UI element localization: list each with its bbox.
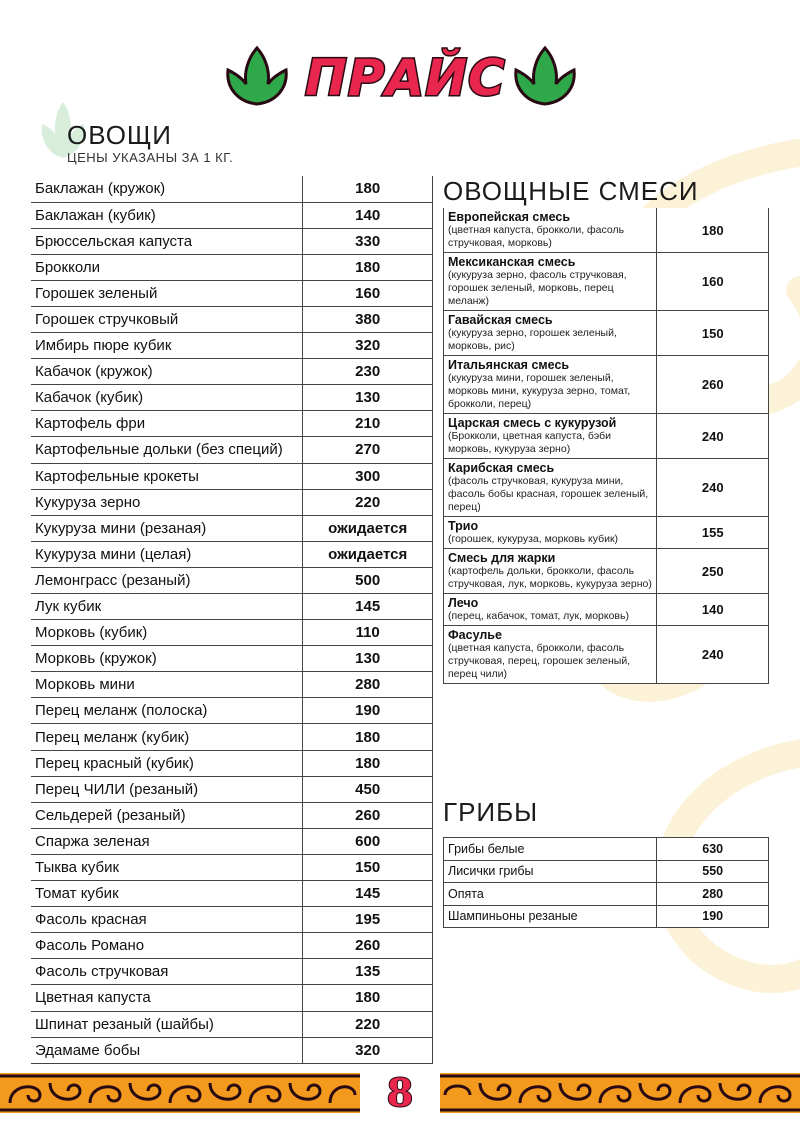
item-price: 180 — [303, 985, 433, 1011]
item-price: 260 — [303, 802, 433, 828]
mix-description: (Брокколи, цветная капуста, бэби морковь, кукуруза зерно) — [448, 430, 612, 455]
item-price: 230 — [303, 359, 433, 385]
table-row — [444, 356, 769, 414]
item-price: 600 — [303, 828, 433, 854]
table-row — [31, 1037, 433, 1063]
table-row — [31, 672, 433, 698]
mix-cell — [444, 549, 657, 594]
mixes-price-table — [443, 208, 769, 684]
item-price: 160 — [303, 280, 433, 306]
item-name: Кабачок (кружок) — [31, 359, 303, 385]
item-price: 300 — [303, 463, 433, 489]
mix-name: Итальянская смесь — [448, 358, 570, 372]
mix-name: Царская смесь с кукурузой — [448, 416, 617, 430]
mix-price: 180 — [657, 208, 769, 253]
item-name: Брюссельская капуста — [31, 228, 303, 254]
table-row — [31, 959, 433, 985]
table-row — [31, 202, 433, 228]
mix-cell — [444, 311, 657, 356]
mix-price: 155 — [657, 517, 769, 549]
table-row — [31, 698, 433, 724]
mix-price: 240 — [657, 414, 769, 459]
table-row — [31, 1011, 433, 1037]
mix-cell — [444, 253, 657, 311]
item-price: 320 — [303, 333, 433, 359]
item-name: Картофельные крокеты — [31, 463, 303, 489]
item-price: 500 — [303, 567, 433, 593]
item-name: Перец ЧИЛИ (резаный) — [31, 776, 303, 802]
item-price: 630 — [657, 838, 769, 861]
page-title: ПРАЙС — [305, 49, 506, 107]
table-row — [31, 907, 433, 933]
item-name: Цветная капуста — [31, 985, 303, 1011]
table-row — [31, 359, 433, 385]
item-name: Шампиньоны резаные — [444, 905, 657, 928]
item-price: 220 — [303, 489, 433, 515]
mixes-title: ОВОЩНЫЕ СМЕСИ — [443, 176, 699, 206]
item-name: Перец меланж (полоска) — [31, 698, 303, 724]
mix-name: Мексиканская смесь — [448, 255, 576, 269]
item-price: 130 — [303, 385, 433, 411]
mix-price: 150 — [657, 311, 769, 356]
item-name: Горошек зеленый — [31, 280, 303, 306]
table-row — [31, 776, 433, 802]
item-name: Лук кубик — [31, 594, 303, 620]
table-row — [444, 838, 769, 861]
item-price: 180 — [303, 750, 433, 776]
table-row — [31, 437, 433, 463]
item-name: Кабачок (кубик) — [31, 385, 303, 411]
mix-price: 160 — [657, 253, 769, 311]
item-price: 135 — [303, 959, 433, 985]
item-price: 220 — [303, 1011, 433, 1037]
item-price: 140 — [303, 202, 433, 228]
mix-cell — [444, 517, 657, 549]
mix-description: (цветная капуста, брокколи, фасоль стручковая, перец, горошек зеленый, перец чили) — [448, 642, 631, 680]
item-price: ожидается — [303, 541, 433, 567]
table-row — [31, 515, 433, 541]
item-name: Фасоль стручковая — [31, 959, 303, 985]
mix-cell — [444, 414, 657, 459]
right-footer-ornament-icon — [440, 1073, 800, 1113]
table-row — [444, 549, 769, 594]
table-row — [444, 414, 769, 459]
item-price: 190 — [303, 698, 433, 724]
item-name: Картофель фри — [31, 411, 303, 437]
item-name: Эдамаме бобы — [31, 1037, 303, 1063]
table-row — [31, 933, 433, 959]
table-row — [31, 724, 433, 750]
table-row — [31, 881, 433, 907]
item-price: 320 — [303, 1037, 433, 1063]
mix-description: (фасоль стручковая, кукуруза мини, фасоль бобы красная, горошек зеленый, перец) — [448, 475, 649, 513]
table-row — [31, 828, 433, 854]
table-row — [31, 489, 433, 515]
table-row — [444, 883, 769, 906]
item-name: Лисички грибы — [444, 860, 657, 883]
header — [0, 32, 800, 112]
item-name: Морковь (кубик) — [31, 620, 303, 646]
item-name: Перец меланж (кубик) — [31, 724, 303, 750]
table-row — [31, 176, 433, 202]
item-price: 280 — [303, 672, 433, 698]
item-price: 270 — [303, 437, 433, 463]
item-price: 330 — [303, 228, 433, 254]
item-name: Кукуруза мини (целая) — [31, 541, 303, 567]
item-price: 110 — [303, 620, 433, 646]
item-name: Лемонграсс (резаный) — [31, 567, 303, 593]
item-name: Морковь мини — [31, 672, 303, 698]
mix-price: 240 — [657, 459, 769, 517]
mix-price: 140 — [657, 594, 769, 626]
table-row — [31, 750, 433, 776]
table-row — [31, 228, 433, 254]
table-row — [31, 385, 433, 411]
table-row — [444, 594, 769, 626]
mushrooms-price-table — [443, 837, 769, 928]
table-row — [31, 985, 433, 1011]
mushrooms-title: ГРИБЫ — [443, 797, 539, 827]
table-row — [31, 620, 433, 646]
item-price: 180 — [303, 176, 433, 202]
mix-cell — [444, 356, 657, 414]
item-price: 150 — [303, 854, 433, 880]
page-title-wrap — [305, 48, 506, 108]
left-leaf-ornament-icon — [224, 44, 290, 108]
footer — [0, 1070, 800, 1115]
table-row — [31, 567, 433, 593]
item-price: 260 — [303, 933, 433, 959]
mix-cell — [444, 459, 657, 517]
item-name: Грибы белые — [444, 838, 657, 861]
table-row — [31, 541, 433, 567]
item-name: Шпинат резаный (шайбы) — [31, 1011, 303, 1037]
item-name: Фасоль Романо — [31, 933, 303, 959]
table-row — [31, 802, 433, 828]
item-price: 145 — [303, 881, 433, 907]
table-row — [31, 280, 433, 306]
mix-price: 250 — [657, 549, 769, 594]
item-name: Кукуруза мини (резаная) — [31, 515, 303, 541]
item-price: 180 — [303, 254, 433, 280]
item-price: 280 — [657, 883, 769, 906]
table-row — [444, 905, 769, 928]
item-name: Морковь (кружок) — [31, 646, 303, 672]
mix-name: Трио — [448, 519, 479, 533]
item-name: Сельдерей (резаный) — [31, 802, 303, 828]
item-name: Опята — [444, 883, 657, 906]
table-row — [31, 854, 433, 880]
table-row — [444, 459, 769, 517]
vegetables-title: ОВОЩИ — [67, 120, 172, 150]
mix-name: Лечо — [448, 596, 479, 610]
mix-cell — [444, 626, 657, 684]
mix-name: Фасулье — [448, 628, 502, 642]
mix-name: Карибская смесь — [448, 461, 555, 475]
mix-name: Гавайская смесь — [448, 313, 553, 327]
item-name: Фасоль красная — [31, 907, 303, 933]
item-price: 380 — [303, 306, 433, 332]
item-price: 190 — [657, 905, 769, 928]
item-name: Тыква кубик — [31, 854, 303, 880]
mix-name: Смесь для жарки — [448, 551, 556, 565]
table-row — [444, 253, 769, 311]
table-row — [31, 306, 433, 332]
table-row — [444, 860, 769, 883]
item-name: Картофельные дольки (без специй) — [31, 437, 303, 463]
table-row — [444, 626, 769, 684]
item-name: Перец красный (кубик) — [31, 750, 303, 776]
item-name: Кукуруза зерно — [31, 489, 303, 515]
mix-description: (перец, кабачок, томат, лук, морковь) — [448, 610, 629, 622]
left-footer-ornament-icon — [0, 1073, 360, 1113]
mix-cell — [444, 208, 657, 253]
item-price: ожидается — [303, 515, 433, 541]
table-row — [31, 646, 433, 672]
right-leaf-ornament-icon — [512, 44, 578, 108]
mix-description: (кукуруза мини, горошек зеленый, морковь мини, кукуруза зерно, томат, брокколи, перец) — [448, 372, 631, 410]
item-price: 130 — [303, 646, 433, 672]
table-row — [31, 254, 433, 280]
vegetables-subtitle: ЦЕНЫ УКАЗАНЫ ЗА 1 КГ. — [67, 150, 234, 165]
item-price: 450 — [303, 776, 433, 802]
item-name: Баклажан (кружок) — [31, 176, 303, 202]
item-price: 210 — [303, 411, 433, 437]
mix-price: 260 — [657, 356, 769, 414]
item-name: Брокколи — [31, 254, 303, 280]
table-row — [444, 311, 769, 356]
mix-description: (горошек, кукуруза, морковь кубик) — [448, 533, 619, 545]
mix-name: Европейская смесь — [448, 210, 571, 224]
item-name: Имбирь пюре кубик — [31, 333, 303, 359]
item-name: Баклажан (кубик) — [31, 202, 303, 228]
item-name: Спаржа зеленая — [31, 828, 303, 854]
mix-description: (кукуруза зерно, фасоль стручковая, горошек зеленый, морковь, перец меланж) — [448, 269, 627, 307]
table-row — [31, 594, 433, 620]
item-name: Горошек стручковый — [31, 306, 303, 332]
mix-price: 240 — [657, 626, 769, 684]
mix-cell — [444, 594, 657, 626]
table-row — [444, 517, 769, 549]
mix-description: (кукуруза зерно, горошек зеленый, морковь, рис) — [448, 327, 617, 352]
item-name: Томат кубик — [31, 881, 303, 907]
item-price: 195 — [303, 907, 433, 933]
table-row — [444, 208, 769, 253]
mix-description: (картофель дольки, брокколи, фасоль стручковая, лук, морковь, кукуруза зерно) — [448, 565, 652, 590]
table-row — [31, 463, 433, 489]
table-row — [31, 411, 433, 437]
mix-description: (цветная капуста, брокколи, фасоль стручковая, морковь) — [448, 224, 625, 249]
page-number: 8 — [386, 1070, 414, 1115]
item-price: 145 — [303, 594, 433, 620]
vegetables-price-table — [31, 176, 433, 1064]
item-price: 180 — [303, 724, 433, 750]
item-price: 550 — [657, 860, 769, 883]
table-row — [31, 333, 433, 359]
